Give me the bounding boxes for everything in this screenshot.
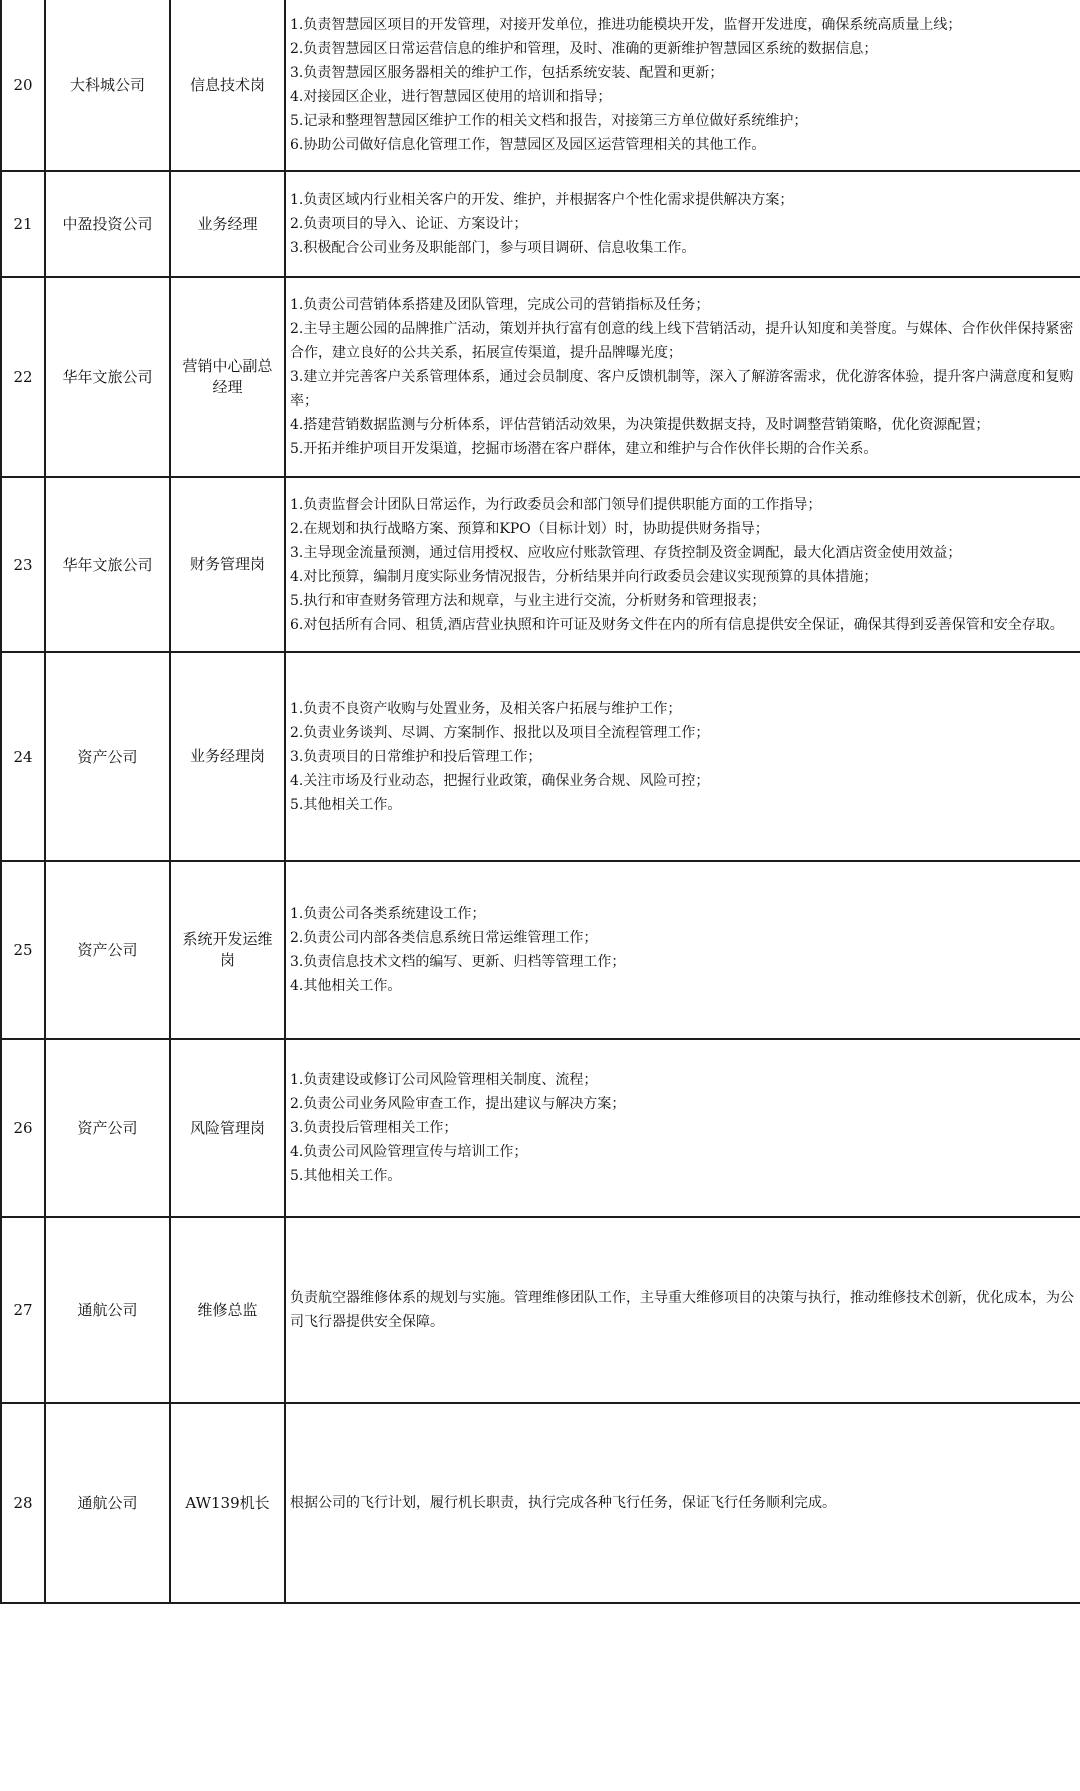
duty-line: 1.负责建设或修订公司风险管理相关制度、流程；	[290, 1072, 598, 1088]
duty-line: 2.负责项目的导入、论证、方案设计；	[290, 216, 528, 232]
duty-line: 4.搭建营销数据监测与分析体系，评估营销活动效果，为决策提供数据支持，及时调整营销策略，优化资源配置；	[290, 417, 990, 433]
company-name: 华年文旅公司	[45, 477, 170, 652]
table-row	[1, 652, 1080, 861]
row-number: 22	[1, 277, 45, 477]
company-name: 华年文旅公司	[45, 277, 170, 477]
position-title: 系统开发运维岗	[170, 861, 285, 1039]
duty-line: 根据公司的飞行计划，履行机长职责，执行完成各种飞行任务，保证飞行任务顺利完成。	[290, 1495, 836, 1511]
duty-line: 1.负责智慧园区项目的开发管理，对接开发单位，推进功能模块开发，监督开发进度，确保系统高质量上线；	[290, 17, 962, 33]
table-row	[1, 277, 1080, 477]
duty-line: 5.开拓并维护项目开发渠道，挖掘市场潜在客户群体，建立和维护与合作伙伴长期的合作关系。	[290, 441, 878, 457]
table-row	[1, 0, 1080, 171]
duty-line: 2.负责智慧园区日常运营信息的维护和管理，及时、准确的更新维护智慧园区系统的数据信息；	[290, 41, 878, 57]
duty-line: 1.负责公司各类系统建设工作；	[290, 906, 486, 922]
duty-line: 3.负责智慧园区服务器相关的维护工作，包括系统安装、配置和更新；	[290, 65, 724, 81]
duty-line: 1.负责不良资产收购与处置业务，及相关客户拓展与维护工作；	[290, 700, 682, 717]
company-name: 通航公司	[45, 1217, 170, 1403]
position-title: 业务经理	[170, 171, 285, 277]
table-row	[1, 1403, 1080, 1603]
duty-line: 2.主导主题公园的品牌推广活动，策划并执行富有创意的线上线下营销活动，提升认知度和美誉度。与媒体、合作伙伴保持紧密合作，建立良好的公共关系，拓展宣传渠道，提升品牌曝光度；	[290, 321, 1074, 361]
company-name: 资产公司	[45, 861, 170, 1039]
duty-line: 3.负责投后管理相关工作；	[290, 1120, 458, 1136]
duty-line: 4.对比预算，编制月度实际业务情况报告，分析结果并向行政委员会建议实现预算的具体措施；	[290, 568, 878, 585]
row-number: 28	[1, 1403, 45, 1603]
duty-line: 3.负责项目的日常维护和投后管理工作；	[290, 748, 542, 765]
duty-line: 5.其他相关工作。	[290, 796, 402, 813]
duty-line: 2.负责公司业务风险审查工作，提出建议与解决方案；	[290, 1096, 626, 1112]
row-number: 20	[1, 0, 45, 171]
position-title: 维修总监	[170, 1217, 285, 1403]
company-name: 大科城公司	[45, 0, 170, 171]
duty-line: 4.其他相关工作。	[290, 978, 402, 994]
duty-line: 3.主导现金流量预测，通过信用授权、应收应付账款管理、存货控制及资金调配，最大化酒店资金使用效益；	[290, 544, 962, 561]
duty-line: 3.负责信息技术文档的编写、更新、归档等管理工作；	[290, 954, 626, 970]
row-number: 24	[1, 652, 45, 861]
position-title: 风险管理岗	[170, 1039, 285, 1217]
company-name: 中盈投资公司	[45, 171, 170, 277]
duty-line: 6.协助公司做好信息化管理工作，智慧园区及园区运营管理相关的其他工作。	[290, 137, 766, 153]
duty-line: 2.负责公司内部各类信息系统日常运维管理工作；	[290, 930, 598, 946]
duty-description	[285, 652, 1080, 861]
table-row	[1, 1217, 1080, 1403]
duty-line: 4.关注市场及行业动态，把握行业政策，确保业务合规、风险可控；	[290, 772, 710, 789]
duty-line: 1.负责监督会计团队日常运作，为行政委员会和部门领导们提供职能方面的工作指导；	[290, 496, 822, 513]
duty-line: 2.在规划和执行战略方案、预算和KPO（目标计划）时，协助提供财务指导；	[290, 520, 769, 537]
duty-line: 3.积极配合公司业务及职能部门，参与项目调研、信息收集工作。	[290, 240, 696, 256]
row-number: 26	[1, 1039, 45, 1217]
duty-description	[285, 0, 1080, 171]
duty-line: 5.记录和整理智慧园区维护工作的相关文档和报告，对接第三方单位做好系统维护；	[290, 113, 808, 129]
duty-line: 2.负责业务谈判、尽调、方案制作、报批以及项目全流程管理工作；	[290, 724, 710, 741]
duty-line: 3.建立并完善客户关系管理体系，通过会员制度、客户反馈机制等，深入了解游客需求，优化游客体验，提升客户满意度和复购率；	[290, 369, 1074, 409]
duty-description	[285, 1403, 1080, 1603]
duty-description	[285, 861, 1080, 1039]
position-title: 信息技术岗	[170, 0, 285, 171]
row-number: 25	[1, 861, 45, 1039]
duty-description	[285, 477, 1080, 652]
table-row	[1, 861, 1080, 1039]
position-title: AW139机长	[170, 1403, 285, 1603]
table-row	[1, 171, 1080, 277]
duty-line: 5.其他相关工作。	[290, 1168, 402, 1184]
row-number: 21	[1, 171, 45, 277]
duty-line: 负责航空器维修体系的规划与实施。管理维修团队工作，主导重大维修项目的决策与执行，推动维修技术创新，优化成本，为公司飞行器提供安全保障。	[290, 1290, 1074, 1330]
duty-description	[285, 1217, 1080, 1403]
duty-description	[285, 1039, 1080, 1217]
position-title: 财务管理岗	[170, 477, 285, 652]
duty-line: 4.对接园区企业，进行智慧园区使用的培训和指导；	[290, 89, 612, 105]
position-title: 业务经理岗	[170, 652, 285, 861]
row-number: 27	[1, 1217, 45, 1403]
company-name: 资产公司	[45, 1039, 170, 1217]
row-number: 23	[1, 477, 45, 652]
table-row	[1, 477, 1080, 652]
position-title: 营销中心副总经理	[170, 277, 285, 477]
duty-line: 5.执行和审查财务管理方法和规章，与业主进行交流，分析财务和管理报表；	[290, 592, 766, 609]
duty-description	[285, 277, 1080, 477]
table-row	[1, 1039, 1080, 1217]
company-name: 通航公司	[45, 1403, 170, 1603]
duty-description	[285, 171, 1080, 277]
duty-line: 1.负责公司营销体系搭建及团队管理，完成公司的营销指标及任务；	[290, 297, 710, 313]
duty-line: 1.负责区域内行业相关客户的开发、维护，并根据客户个性化需求提供解决方案；	[290, 192, 794, 208]
duty-line: 4.负责公司风险管理宣传与培训工作；	[290, 1144, 528, 1160]
duty-line: 6.对包括所有合同、租赁,酒店营业执照和许可证及财务文件在内的所有信息提供安全保证，确保其得到妥善保管和安全存取。	[290, 616, 1064, 633]
company-name: 资产公司	[45, 652, 170, 861]
